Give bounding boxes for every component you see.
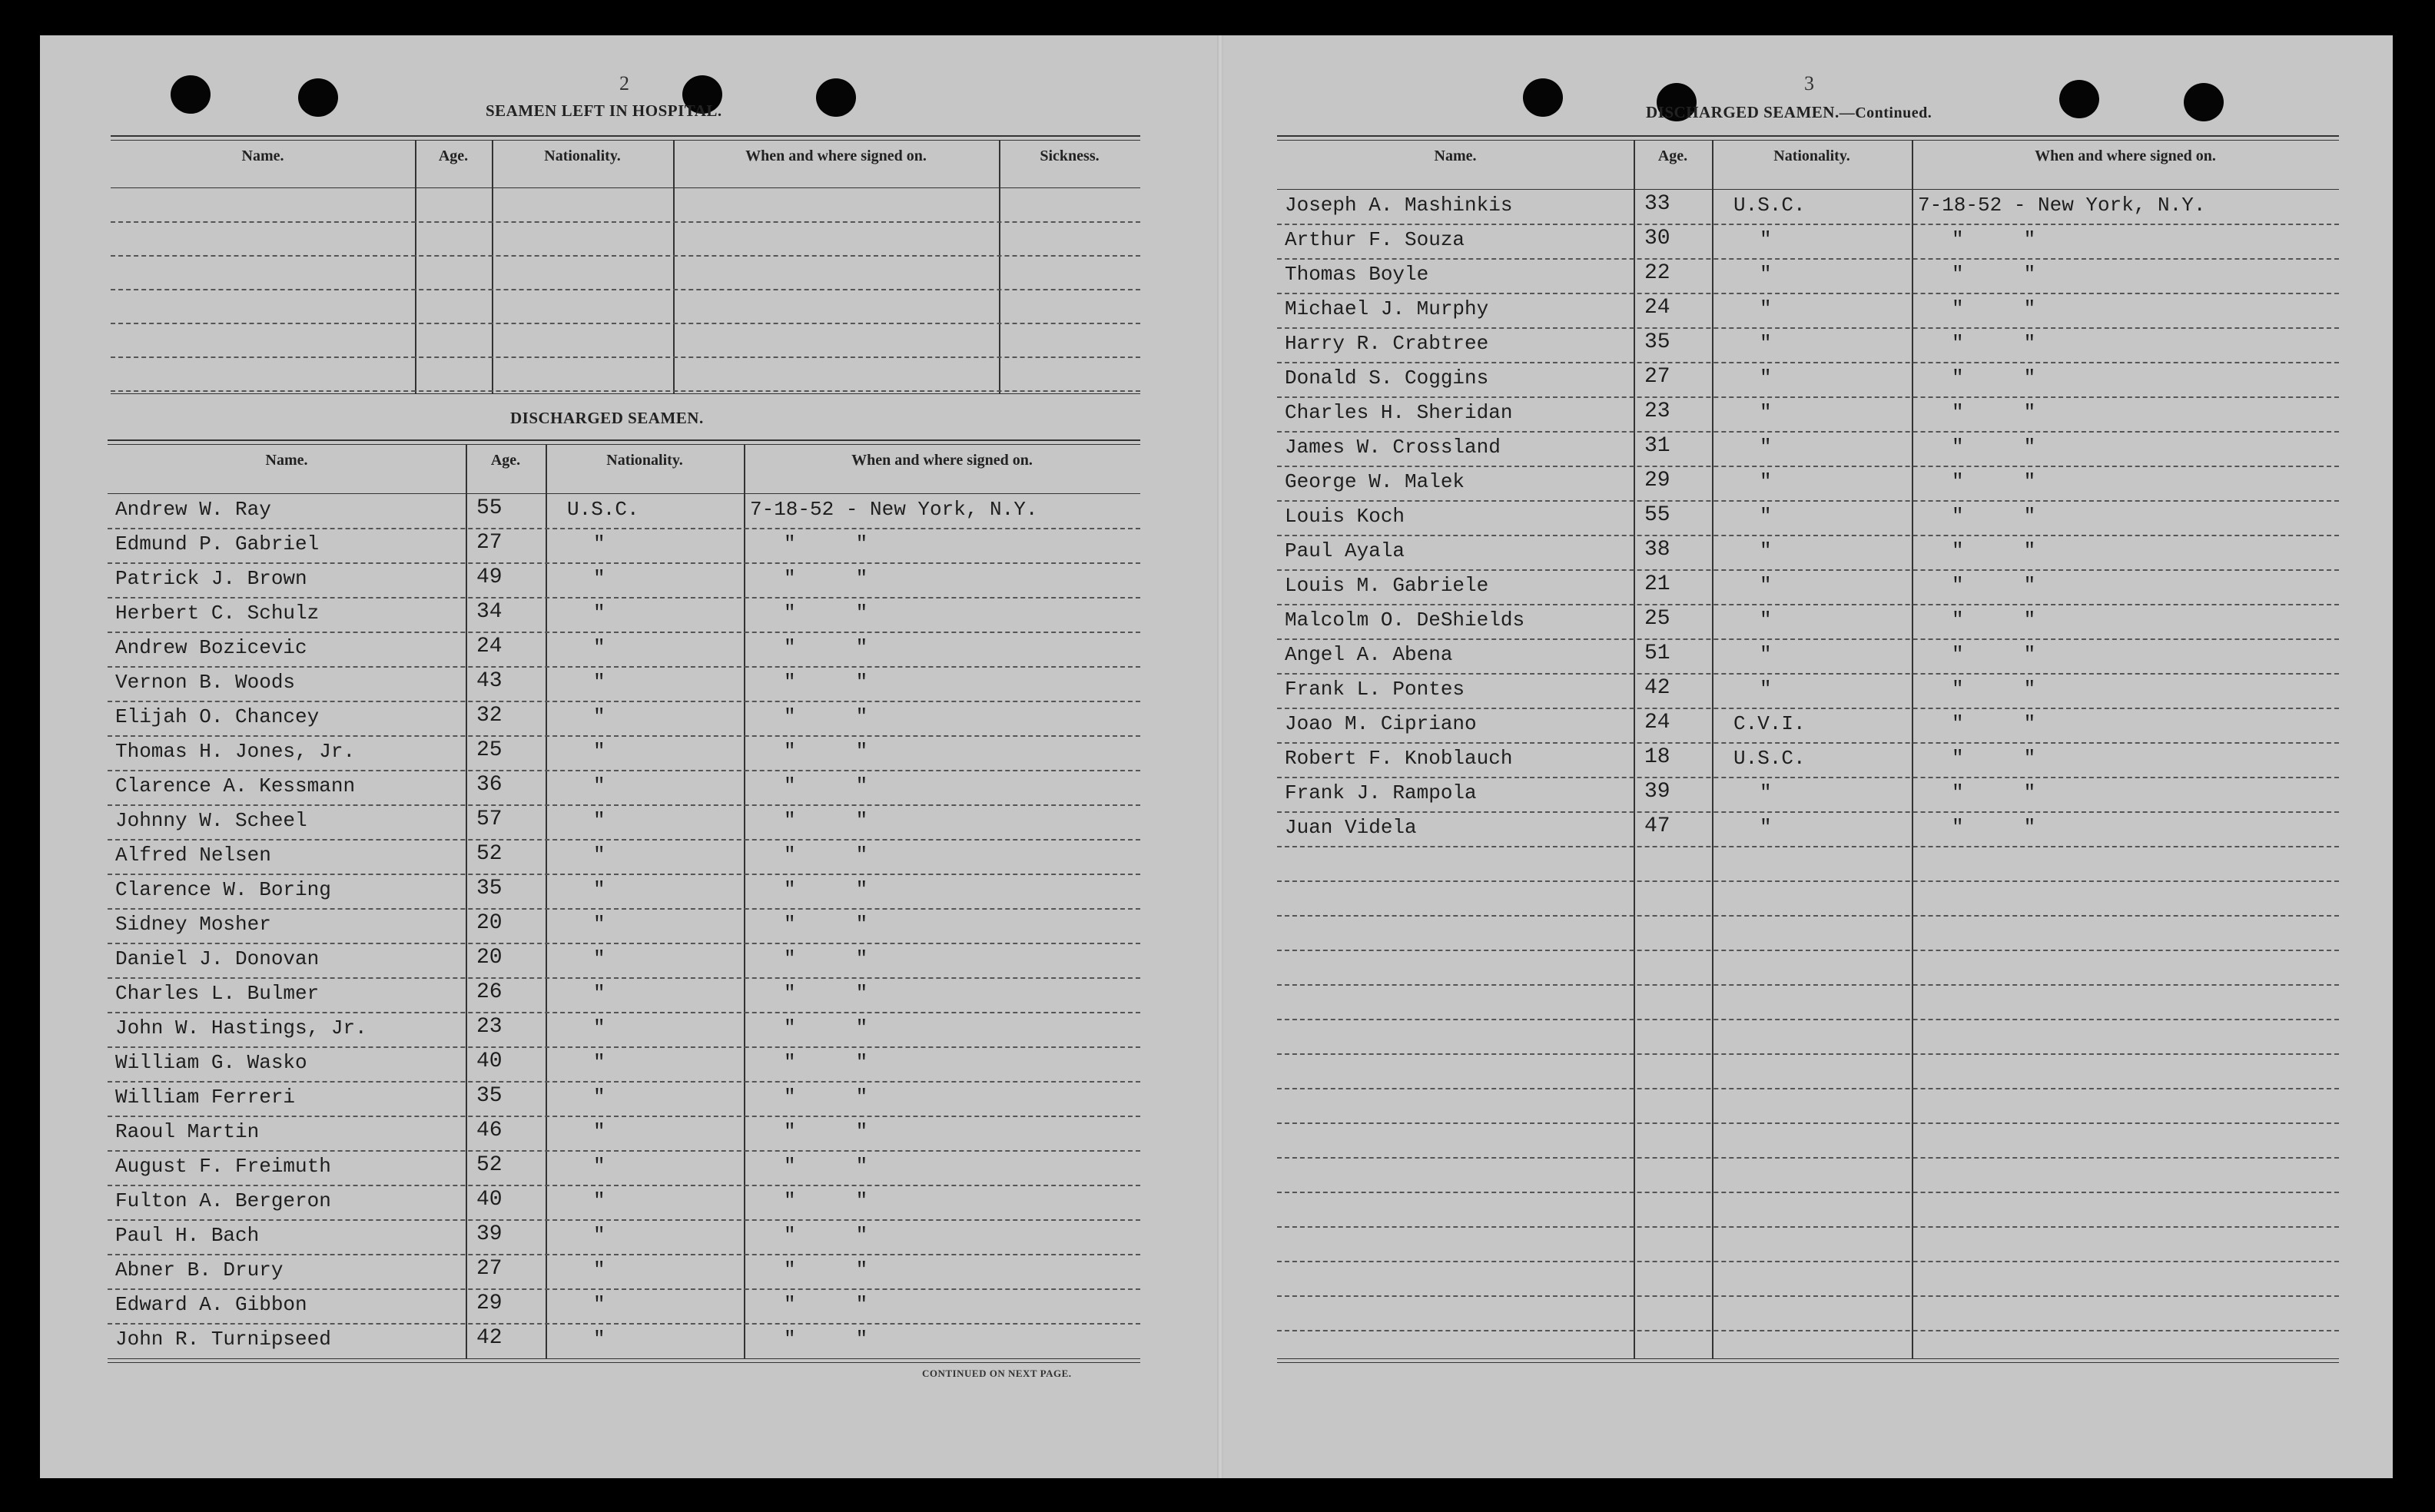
seaman-name: Robert F. Knoblauch — [1285, 747, 1513, 770]
header-rule — [111, 187, 1140, 188]
row-line — [111, 289, 1140, 290]
seaman-signed-on: " " — [1952, 781, 2036, 804]
row-line — [108, 1150, 1140, 1152]
seaman-nationality: " — [1760, 781, 1772, 804]
left-page — [40, 35, 1216, 1478]
seaman-nationality: U.S.C. — [567, 498, 639, 521]
seaman-age: 40 — [476, 1188, 503, 1212]
seaman-nationality: " — [1760, 228, 1772, 251]
seaman-name: Michael J. Murphy — [1285, 297, 1489, 320]
seaman-signed-on: " " — [784, 878, 868, 901]
seaman-nationality: " — [1760, 470, 1772, 493]
seaman-signed-on: " " — [784, 1328, 868, 1351]
seaman-name: William G. Wasko — [115, 1051, 307, 1074]
row-line — [1277, 396, 2339, 398]
seaman-name: Raoul Martin — [115, 1120, 260, 1143]
row-line — [1277, 569, 2339, 571]
seaman-name: James W. Crossland — [1285, 436, 1501, 459]
row-line — [108, 528, 1140, 529]
row-line — [111, 323, 1140, 324]
seaman-signed-on: " " — [1952, 678, 2036, 701]
seaman-signed-on: " " — [784, 1120, 868, 1143]
seaman-name: Patrick J. Brown — [115, 567, 307, 590]
row-line — [1277, 1157, 2339, 1159]
seaman-age: 42 — [476, 1326, 503, 1350]
column-header: Nationality. — [1773, 148, 1850, 164]
seaman-age: 30 — [1644, 227, 1670, 250]
seaman-name: August F. Freimuth — [115, 1155, 331, 1178]
seaman-age: 43 — [476, 669, 503, 693]
row-line — [111, 356, 1140, 358]
seaman-nationality: " — [593, 878, 605, 901]
header-rule — [108, 493, 1140, 494]
row-line — [108, 1254, 1140, 1255]
seaman-signed-on: " " — [784, 982, 868, 1005]
seaman-nationality: " — [593, 1086, 605, 1109]
seaman-nationality: " — [593, 705, 605, 728]
column-divider — [492, 140, 493, 393]
row-line — [108, 1116, 1140, 1117]
seaman-signed-on: " " — [784, 1189, 868, 1212]
row-line — [108, 1219, 1140, 1221]
row-line — [1277, 293, 2339, 294]
seaman-age: 21 — [1644, 572, 1670, 596]
seaman-signed-on: " " — [784, 774, 868, 797]
seaman-age: 23 — [476, 1015, 503, 1039]
row-line — [1277, 1226, 2339, 1228]
seaman-age: 35 — [476, 877, 503, 900]
seaman-signed-on: " " — [784, 1051, 868, 1074]
seaman-name: Angel A. Abena — [1285, 643, 1453, 666]
seaman-name: Frank L. Pontes — [1285, 678, 1465, 701]
column-header: Sickness. — [1040, 148, 1100, 164]
row-line — [1277, 950, 2339, 951]
seaman-signed-on: " " — [1952, 608, 2036, 632]
seaman-nationality: " — [1760, 436, 1772, 459]
punch-hole — [2184, 83, 2224, 121]
seaman-nationality: " — [593, 1120, 605, 1143]
row-line — [1277, 535, 2339, 536]
seaman-name: Andrew Bozicevic — [115, 636, 307, 659]
row-line — [1277, 1019, 2339, 1020]
row-line — [1277, 327, 2339, 329]
seaman-name: Charles H. Sheridan — [1285, 401, 1513, 424]
seaman-name: Paul H. Bach — [115, 1224, 260, 1247]
row-line — [1277, 604, 2339, 605]
row-line — [1277, 638, 2339, 640]
seaman-nationality: " — [593, 1224, 605, 1247]
seaman-nationality: " — [1760, 539, 1772, 562]
seaman-age: 49 — [476, 565, 503, 589]
column-header: Age. — [490, 452, 521, 469]
seaman-name: Abner B. Drury — [115, 1258, 284, 1282]
seaman-name: Arthur F. Souza — [1285, 228, 1465, 251]
seaman-signed-on: " " — [1952, 574, 2036, 597]
seaman-signed-on: 7-18-52 - New York, N.Y. — [1918, 194, 2206, 217]
seaman-signed-on: " " — [784, 1155, 868, 1178]
seaman-age: 38 — [1644, 538, 1670, 562]
table-top-rule — [1277, 140, 2339, 141]
seaman-name: Frank J. Rampola — [1285, 781, 1477, 804]
table-bottom-rule — [108, 1362, 1140, 1363]
row-line — [108, 632, 1140, 633]
column-divider — [673, 140, 675, 393]
row-line — [108, 666, 1140, 668]
seaman-nationality: " — [1760, 297, 1772, 320]
seaman-nationality: " — [593, 913, 605, 936]
row-line — [108, 874, 1140, 875]
seaman-name: Herbert C. Schulz — [115, 602, 320, 625]
seaman-signed-on: " " — [784, 1258, 868, 1282]
seaman-signed-on: " " — [784, 636, 868, 659]
seaman-signed-on: " " — [1952, 297, 2036, 320]
row-line — [108, 977, 1140, 979]
table-top-rule — [111, 135, 1140, 137]
seaman-nationality: C.V.I. — [1733, 712, 1806, 735]
seaman-nationality: " — [593, 532, 605, 555]
row-line — [108, 1012, 1140, 1013]
column-header: Name. — [265, 452, 308, 469]
seaman-name: Elijah O. Chancey — [115, 705, 320, 728]
row-line — [1277, 673, 2339, 675]
seaman-signed-on: 7-18-52 - New York, N.Y. — [750, 498, 1038, 521]
row-line — [1277, 1192, 2339, 1193]
seaman-age: 26 — [476, 980, 503, 1004]
seaman-nationality: " — [1760, 366, 1772, 390]
row-line — [1277, 500, 2339, 502]
column-header: When and where signed on. — [2035, 148, 2216, 164]
seaman-nationality: " — [1760, 816, 1772, 839]
seaman-name: Johnny W. Scheel — [115, 809, 307, 832]
row-line — [1277, 431, 2339, 433]
seaman-nationality: " — [1760, 678, 1772, 701]
seaman-age: 27 — [476, 531, 503, 555]
title-main: DISCHARGED SEAMEN. — [1646, 103, 1840, 121]
page-divider — [1217, 35, 1223, 1478]
seaman-age: 29 — [476, 1292, 503, 1315]
column-divider — [999, 140, 1000, 393]
seaman-signed-on: " " — [784, 602, 868, 625]
row-line — [1277, 1122, 2339, 1124]
seaman-name: Edward A. Gibbon — [115, 1293, 307, 1316]
seaman-name: Andrew W. Ray — [115, 498, 271, 521]
seaman-name: Alfred Nelsen — [115, 844, 271, 867]
seaman-signed-on: " " — [1952, 539, 2036, 562]
seaman-nationality: " — [1760, 401, 1772, 424]
row-line — [108, 908, 1140, 910]
page-number: 2 — [619, 72, 629, 94]
table-top-rule — [108, 439, 1140, 441]
seaman-signed-on: " " — [784, 740, 868, 763]
seaman-name: Juan Videla — [1285, 816, 1417, 839]
seaman-signed-on: " " — [1952, 643, 2036, 666]
seaman-nationality: U.S.C. — [1733, 194, 1806, 217]
row-line — [1277, 1088, 2339, 1089]
column-header: Name. — [1434, 148, 1477, 164]
punch-hole — [816, 78, 856, 117]
row-line — [111, 221, 1140, 223]
seaman-signed-on: " " — [1952, 263, 2036, 286]
seaman-nationality: " — [593, 1258, 605, 1282]
seaman-name: Fulton A. Bergeron — [115, 1189, 331, 1212]
row-line — [108, 770, 1140, 771]
row-line — [1277, 1261, 2339, 1262]
seaman-nationality: " — [593, 947, 605, 970]
column-header: Age. — [438, 148, 469, 164]
seaman-age: 24 — [1644, 296, 1670, 320]
seaman-name: Clarence A. Kessmann — [115, 774, 356, 797]
seaman-name: Harry R. Crabtree — [1285, 332, 1489, 355]
column-divider — [744, 444, 745, 1358]
seaman-signed-on: " " — [1952, 505, 2036, 528]
column-divider — [1912, 140, 1913, 1358]
row-line — [108, 1288, 1140, 1290]
seaman-nationality: " — [593, 1328, 605, 1351]
seaman-nationality: " — [1760, 574, 1772, 597]
row-line — [1277, 742, 2339, 744]
seaman-nationality: " — [593, 1155, 605, 1178]
column-header: Age. — [1657, 148, 1688, 164]
seaman-age: 36 — [476, 773, 503, 797]
column-header: When and where signed on. — [851, 452, 1033, 469]
seaman-signed-on: " " — [784, 567, 868, 590]
table-top-rule — [108, 444, 1140, 445]
column-header: Name. — [241, 148, 284, 164]
row-line — [108, 839, 1140, 841]
seaman-name: John R. Turnipseed — [115, 1328, 331, 1351]
seaman-nationality: " — [593, 1016, 605, 1040]
column-divider — [546, 444, 547, 1358]
seaman-age: 27 — [1644, 365, 1670, 389]
document-scan — [40, 35, 2393, 1478]
row-line — [1277, 984, 2339, 986]
seaman-age: 52 — [476, 842, 503, 866]
row-line — [1277, 1330, 2339, 1331]
punch-hole — [171, 75, 211, 114]
seaman-signed-on: " " — [784, 1293, 868, 1316]
page-number: 3 — [1804, 72, 1814, 94]
seaman-nationality: U.S.C. — [1733, 747, 1806, 770]
seaman-name: Louis M. Gabriele — [1285, 574, 1489, 597]
title-suffix: —Continued. — [1839, 104, 1932, 121]
row-line — [1277, 1295, 2339, 1297]
punch-hole — [2059, 80, 2099, 118]
row-line — [108, 943, 1140, 944]
row-line — [1277, 258, 2339, 260]
row-line — [111, 390, 1140, 392]
seaman-nationality: " — [1760, 263, 1772, 286]
seaman-age: 33 — [1644, 192, 1670, 216]
seaman-nationality: " — [593, 636, 605, 659]
seaman-age: 35 — [1644, 330, 1670, 354]
seaman-age: 24 — [476, 635, 503, 658]
seaman-signed-on: " " — [1952, 332, 2036, 355]
punch-hole — [298, 78, 338, 117]
seaman-nationality: " — [593, 774, 605, 797]
seaman-age: 42 — [1644, 676, 1670, 700]
seaman-name: William Ferreri — [115, 1086, 296, 1109]
row-line — [1277, 1053, 2339, 1055]
seaman-nationality: " — [593, 602, 605, 625]
seaman-nationality: " — [593, 1293, 605, 1316]
right-page — [1223, 35, 2393, 1478]
row-line — [108, 1323, 1140, 1325]
seaman-age: 55 — [476, 496, 503, 520]
row-line — [108, 597, 1140, 598]
seaman-signed-on: " " — [1952, 747, 2036, 770]
column-divider — [415, 140, 416, 393]
seaman-nationality: " — [593, 809, 605, 832]
column-header: Nationality. — [606, 452, 683, 469]
seaman-signed-on: " " — [784, 947, 868, 970]
seaman-age: 27 — [476, 1257, 503, 1281]
row-line — [108, 701, 1140, 702]
seaman-nationality: " — [1760, 505, 1772, 528]
row-line — [1277, 224, 2339, 225]
seaman-signed-on: " " — [1952, 816, 2036, 839]
seaman-nationality: " — [593, 1189, 605, 1212]
seaman-name: Joao M. Cipriano — [1285, 712, 1477, 735]
seaman-name: Charles L. Bulmer — [115, 982, 320, 1005]
row-line — [1277, 915, 2339, 917]
seaman-signed-on: " " — [1952, 470, 2036, 493]
seaman-name: Louis Koch — [1285, 505, 1405, 528]
seaman-age: 23 — [1644, 400, 1670, 423]
seaman-nationality: " — [1760, 608, 1772, 632]
seaman-signed-on: " " — [784, 844, 868, 867]
seaman-nationality: " — [593, 567, 605, 590]
seaman-name: Sidney Mosher — [115, 913, 271, 936]
seaman-signed-on: " " — [784, 1086, 868, 1109]
row-line — [1277, 846, 2339, 847]
seaman-name: Donald S. Coggins — [1285, 366, 1489, 390]
seaman-name: Clarence W. Boring — [115, 878, 331, 901]
seaman-age: 52 — [476, 1153, 503, 1177]
seaman-age: 20 — [476, 911, 503, 935]
seaman-name: Daniel J. Donovan — [115, 947, 320, 970]
table-bottom-rule — [1277, 1358, 2339, 1359]
seaman-signed-on: " " — [1952, 401, 2036, 424]
table-top-rule — [111, 140, 1140, 141]
table-bottom-rule — [111, 393, 1140, 394]
column-divider — [1634, 140, 1635, 1358]
seaman-age: 32 — [476, 704, 503, 728]
seaman-signed-on: " " — [1952, 228, 2036, 251]
table-top-rule — [1277, 135, 2339, 137]
seaman-age: 31 — [1644, 434, 1670, 458]
column-header: When and where signed on. — [745, 148, 927, 164]
seaman-signed-on: " " — [784, 1224, 868, 1247]
seaman-age: 20 — [476, 946, 503, 970]
seaman-name: Thomas Boyle — [1285, 263, 1429, 286]
table-bottom-rule — [108, 1358, 1140, 1359]
row-line — [1277, 708, 2339, 709]
seaman-age: 35 — [476, 1084, 503, 1108]
seaman-age: 34 — [476, 600, 503, 624]
seaman-age: 51 — [1644, 642, 1670, 665]
seaman-signed-on: " " — [1952, 366, 2036, 390]
discharged-section-title: DISCHARGED SEAMEN. — [510, 409, 704, 427]
seaman-age: 29 — [1644, 469, 1670, 492]
seaman-age: 46 — [476, 1119, 503, 1142]
seaman-name: Malcolm O. DeShields — [1285, 608, 1525, 632]
seaman-signed-on: " " — [784, 671, 868, 694]
seaman-age: 39 — [1644, 780, 1670, 804]
seaman-name: Paul Ayala — [1285, 539, 1405, 562]
seaman-nationality: " — [593, 671, 605, 694]
hospital-section-title: SEAMEN LEFT IN HOSPITAL. — [486, 101, 722, 120]
seaman-age: 57 — [476, 807, 503, 831]
seaman-age: 22 — [1644, 261, 1670, 285]
seaman-age: 24 — [1644, 711, 1670, 734]
seaman-nationality: " — [593, 844, 605, 867]
seaman-nationality: " — [593, 740, 605, 763]
seaman-signed-on: " " — [784, 1016, 868, 1040]
row-line — [1277, 362, 2339, 363]
row-line — [1277, 466, 2339, 467]
seaman-nationality: " — [1760, 332, 1772, 355]
seaman-signed-on: " " — [784, 913, 868, 936]
seaman-name: John W. Hastings, Jr. — [115, 1016, 367, 1040]
table-bottom-rule — [1277, 1362, 2339, 1363]
row-line — [108, 1185, 1140, 1186]
continued-note: CONTINUED ON NEXT PAGE. — [922, 1368, 1072, 1379]
row-line — [1277, 811, 2339, 813]
seaman-nationality: " — [593, 982, 605, 1005]
row-line — [1277, 777, 2339, 778]
seaman-age: 39 — [476, 1222, 503, 1246]
seaman-name: Vernon B. Woods — [115, 671, 296, 694]
discharged-continued-title — [1646, 103, 1932, 122]
seaman-signed-on: " " — [1952, 712, 2036, 735]
seaman-nationality: " — [1760, 643, 1772, 666]
seaman-signed-on: " " — [784, 809, 868, 832]
seaman-name: Thomas H. Jones, Jr. — [115, 740, 356, 763]
row-line — [108, 1081, 1140, 1083]
seaman-age: 47 — [1644, 814, 1670, 838]
column-header: Nationality. — [544, 148, 621, 164]
seaman-name: Joseph A. Mashinkis — [1285, 194, 1513, 217]
seaman-age: 25 — [476, 738, 503, 762]
seaman-nationality: " — [593, 1051, 605, 1074]
column-divider — [466, 444, 467, 1358]
seaman-signed-on: " " — [1952, 436, 2036, 459]
row-line — [1277, 880, 2339, 882]
punch-hole — [1523, 78, 1563, 117]
row-line — [108, 1046, 1140, 1048]
row-line — [111, 255, 1140, 257]
column-divider — [1712, 140, 1713, 1358]
header-rule — [1277, 189, 2339, 190]
seaman-age: 55 — [1644, 503, 1670, 527]
row-line — [108, 562, 1140, 564]
seaman-age: 40 — [476, 1049, 503, 1073]
row-line — [108, 804, 1140, 806]
seaman-name: Edmund P. Gabriel — [115, 532, 320, 555]
seaman-age: 25 — [1644, 607, 1670, 631]
seaman-age: 18 — [1644, 745, 1670, 769]
seaman-name: George W. Malek — [1285, 470, 1465, 493]
seaman-signed-on: " " — [784, 532, 868, 555]
row-line — [108, 735, 1140, 737]
seaman-signed-on: " " — [784, 705, 868, 728]
